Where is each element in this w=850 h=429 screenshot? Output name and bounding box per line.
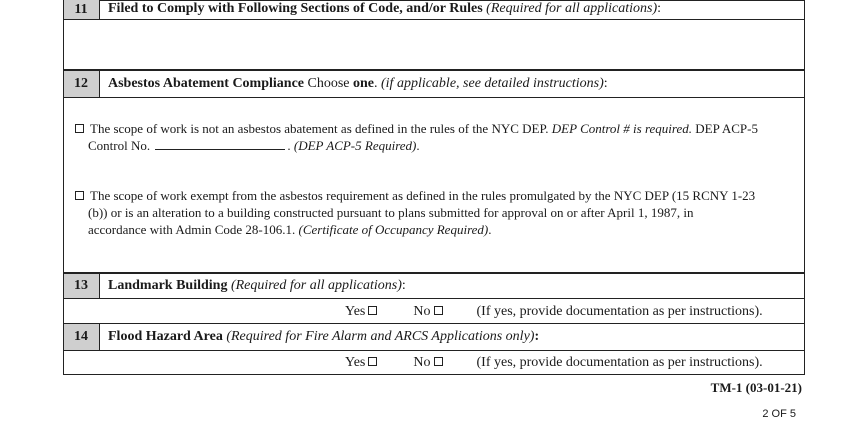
section-14-header	[108, 324, 539, 350]
section-14-answer-row	[345, 355, 763, 371]
section-12-period: .	[374, 76, 378, 91]
section-11-colon: :	[657, 1, 662, 16]
section-14-note: (Required for Fire Alarm and ARCS Applications only)	[226, 329, 535, 344]
section-11-header	[108, 0, 661, 18]
section-12-choose: Choose	[307, 76, 350, 91]
asbestos-option-1-text: The scope of work is not an asbestos abatement as defined in the rules of the NYC DEP.	[90, 121, 549, 136]
section-11-title: Filed to Comply with Following Sections of Code, and/or Rules	[108, 1, 483, 16]
asbestos-option-2	[72, 187, 802, 238]
asbestos-option-1	[72, 120, 802, 154]
asbestos-option-2-end: .	[488, 222, 492, 237]
section-11-right-border	[804, 0, 805, 70]
asbestos-option-2-line2: (b)) or is an alteration to a building constructed pursuant to plans submitted for approval on or after April 1, 1987, in	[88, 205, 694, 220]
section-14-header-rule	[63, 350, 805, 351]
section-12-title: Asbestos Abatement Compliance	[108, 76, 304, 91]
section-12-header	[108, 71, 608, 97]
section-12-left-border	[63, 69, 64, 273]
dep-acp5-required-note: (DEP ACP-5 Required)	[293, 138, 417, 153]
dep-acp5-period: .	[416, 138, 420, 153]
section-11-entry-area[interactable]	[64, 20, 804, 69]
section-12-note: (if applicable, see detailed instructions)	[381, 76, 604, 91]
asbestos-option-2-italic: (Certificate of Occupancy Required)	[298, 222, 489, 237]
section-12-header-rule	[63, 97, 805, 98]
section-13-title: Landmark Building	[108, 278, 228, 293]
asbestos-option-2-checkbox[interactable]	[75, 191, 84, 200]
section-12-number: 12	[63, 71, 100, 97]
landmark-instruction: (If yes, provide documentation as per instructions).	[476, 304, 763, 319]
section-11-number: 11	[63, 0, 100, 19]
landmark-no-label: No	[413, 304, 431, 319]
section-11-note: (Required for all applications)	[486, 1, 658, 16]
section-13-note: (Required for all applications)	[230, 278, 402, 293]
bottom-rule	[63, 374, 805, 375]
landmark-yes-checkbox[interactable]	[368, 306, 377, 315]
landmark-no-checkbox[interactable]	[434, 306, 443, 315]
section-12-right-border	[804, 69, 805, 273]
section-13-header	[108, 274, 406, 298]
dep-control-label: Control No.	[88, 138, 151, 153]
section-13-colon: :	[401, 278, 406, 293]
flood-no-label: No	[413, 355, 431, 370]
section-14-colon: :	[534, 329, 540, 344]
dep-control-period: .	[287, 138, 291, 153]
section-13-14-left-border	[63, 272, 64, 375]
dep-control-number-field[interactable]	[155, 139, 285, 150]
section-14-number: 14	[63, 324, 100, 350]
asbestos-option-2-line1: The scope of work exempt from the asbestos requirement as defined in the rules promulgated by the NYC DEP (15 RCNY 1-23	[90, 188, 756, 203]
section-14-title: Flood Hazard Area	[108, 329, 223, 344]
form-id: TM-1 (03-01-21)	[710, 380, 802, 395]
section-12-colon: :	[603, 76, 608, 91]
asbestos-option-2-line3: accordance with Admin Code 28-106.1.	[88, 222, 296, 237]
section-11-left-border	[63, 0, 64, 70]
landmark-yes-label: Yes	[345, 304, 366, 319]
page-number: 2 OF 5	[762, 408, 796, 420]
flood-yes-checkbox[interactable]	[368, 357, 377, 366]
section-12-one: one	[353, 76, 374, 91]
section-13-answer-row	[345, 304, 763, 320]
flood-instruction: (If yes, provide documentation as per instructions).	[476, 355, 763, 370]
section-13-14-right-border	[804, 272, 805, 375]
asbestos-option-1-italic: DEP Control # is required.	[551, 121, 693, 136]
flood-yes-label: Yes	[345, 355, 366, 370]
section-13-number: 13	[63, 274, 100, 298]
asbestos-option-1-checkbox[interactable]	[75, 124, 84, 133]
flood-no-checkbox[interactable]	[434, 357, 443, 366]
asbestos-option-1-end: DEP ACP-5	[695, 121, 758, 136]
section-13-header-rule	[63, 298, 805, 299]
